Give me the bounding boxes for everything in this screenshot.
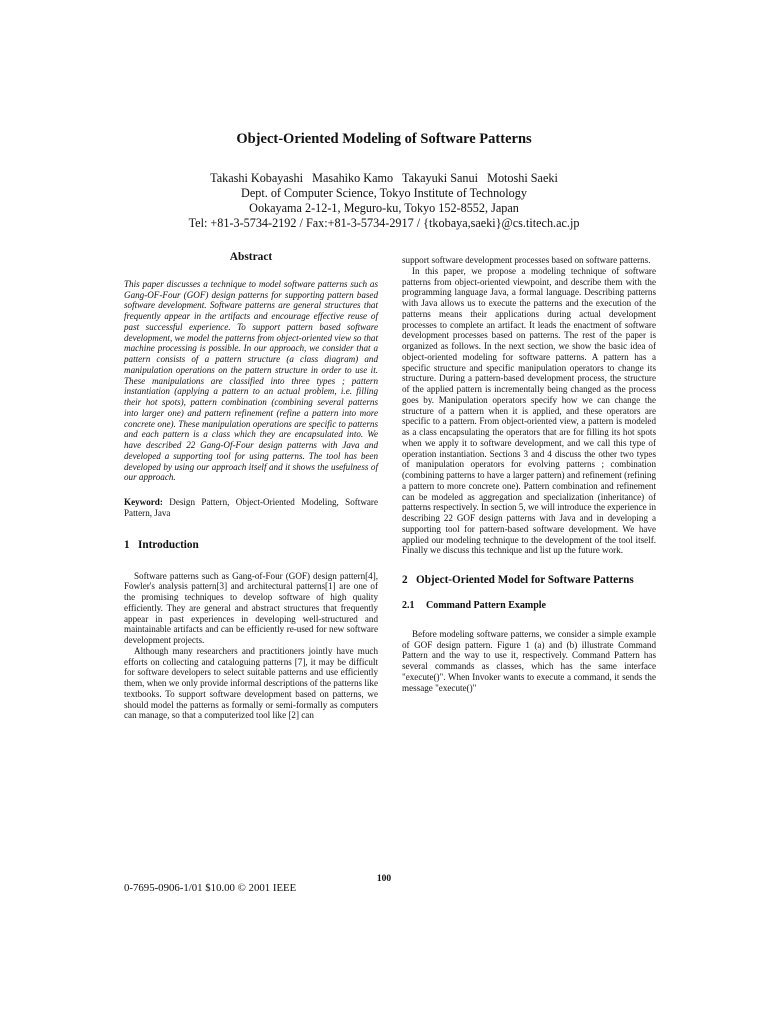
abstract-text: This paper discusses a technique to model software patterns such as Gang-OF-Four (GOF) design patterns for supporting pattern based software development. Software patterns are general structures that frequently appear in the artifacts and encourage effective reuse of past successful experience. To support pattern based software development, we model the patterns from object-oriented view so that machine processing is possible. In our approach, we consider that a pattern consists of a pattern structure (a class diagram) and manipulation operations on the pattern structure in order to use it. These manipulations are classified into three types ; pattern instantiation (applying a pattern to an actual problem, i.e. filling their hot spots), pattern combination (combining several patterns into larger one) and pattern refinement (refine a pattern into more concrete one). These manipulation operations are specific to patterns and each pattern is a class which they are encapsulated into. We have described 22 Gang-Of-Four design patterns with Java and developed a supporting tool for using patterns. The tool has been developed by using our approach itself and it shows the usefulness of our approach.	[124, 278, 378, 483]
subsection-2-1-number: 2.1	[402, 600, 415, 611]
author-names: Takashi Kobayashi Masahiko Kamo Takayuki Sanui Motoshi Saeki	[210, 171, 558, 185]
right-column	[402, 255, 656, 693]
abstract-heading: Abstract	[229, 251, 273, 263]
subsection-2-1-heading	[402, 601, 656, 612]
intro-paragraph-2: Although many researchers and practitioners jointly have much efforts on collecting and cataloguing patterns [7], it may be difficult for software developers to select suitable patterns and use efficiently them, when we only provide informal descriptions of the patterns like textbooks. To support software development based on patterns, we should model the patterns as formally or semi-formally as computers can manage, so that a computerized tool like [2] can	[124, 645, 378, 721]
section-1-heading	[124, 538, 378, 552]
keyword-text: Design Pattern, Object-Oriented Modeling, Software Pattern, Java	[124, 497, 378, 518]
section-2-title: Object-Oriented Model for Software Patterns	[416, 574, 634, 586]
section-1-title: Introduction	[138, 538, 199, 551]
page-number: 100	[376, 874, 392, 884]
paper-title: Object-Oriented Modeling of Software Patterns	[236, 131, 532, 147]
copyright-footer: 0-7695-0906-1/01 $10.00 © 2001 IEEE	[124, 882, 297, 894]
author-affiliation: Dept. of Computer Science, Tokyo Institute of Technology	[241, 186, 527, 200]
section-2-number: 2	[402, 574, 408, 586]
author-address: Ookayama 2-12-1, Meguro-ku, Tokyo 152-8552, Japan	[249, 201, 519, 215]
intro-paragraph-3: support software development processes based on software patterns.	[402, 255, 651, 265]
subsection-2-1-title: Command Pattern Example	[426, 600, 546, 611]
intro-paragraph-4: In this paper, we propose a modeling technique of software patterns from object-oriented viewpoint, and describe them with the programming language Java, a formal language. Describing patterns with Java allows us to execute the patterns and the execution of the patterns means their applications during actual development processes to complete an artifact. It leads the enactment of software development processes based on patterns. The rest of the paper is organized as follows. In the next section, we show the basic idea of object-oriented modeling for software patterns. A pattern has a specific structure and specific manipulation operators to change its structure. During a pattern-based development process, the structure of the applied pattern is incrementally being changed as the process goes by. Manipulation operators specify how we can change the structure of a pattern when it is applied, and these operators are specific to a pattern. From object-oriented view, a pattern is modeled as a class encapsulating the operators that are for filling its hot spots when we apply it to software development, and we call this type of operation instantiation. Sections 3 and 4 discuss the other two types of manipulation operators for evolving patterns ; combination (combining patterns to have a larger pattern) and refinement (refining a pattern to more concrete one). Pattern combination and refinement can be modeled as aggregation and specialization (inheritance) of patterns respectively. In section 5, we will introduce the experience in describing 22 GOF design patterns with Java and in developing a supporting tool for pattern-based software development. We have applied our modeling technique to the development of the tool itself. Finally we discuss this technique and list up the future work.	[402, 265, 656, 556]
intro-paragraph-1: Software patterns such as Gang-of-Four (GOF) design pattern[4], Fowler's analysis pattern[3] and architectural patterns[1] are one of the promising techniques to develop software of high quality efficiently. They are general and abstract structures that frequently appear in past experiences in developing well-structured and maintainable artifacts and can be efficiently re-used for new software development projects.	[124, 570, 378, 645]
keyword-label: Keyword:	[124, 497, 163, 507]
author-contact: Tel: +81-3-5734-2192 / Fax:+81-3-5734-2917 / {tkobaya,saeki}@cs.titech.ac.jp	[188, 216, 580, 230]
author-block	[0, 171, 768, 231]
section-2-heading	[402, 573, 656, 587]
section-1-number: 1	[124, 538, 130, 551]
keyword-line	[124, 497, 378, 519]
command-pattern-paragraph: Before modeling software patterns, we consider a simple example of GOF design pattern. Figure 1 (a) and (b) illustrate Command Pattern and the way to use it, respectively. Command Pattern has several commands as classes, which has the same interface "execute()". When Invoker wants to execute a command, it sends the message "execute()"	[402, 628, 656, 693]
left-column	[124, 252, 378, 721]
